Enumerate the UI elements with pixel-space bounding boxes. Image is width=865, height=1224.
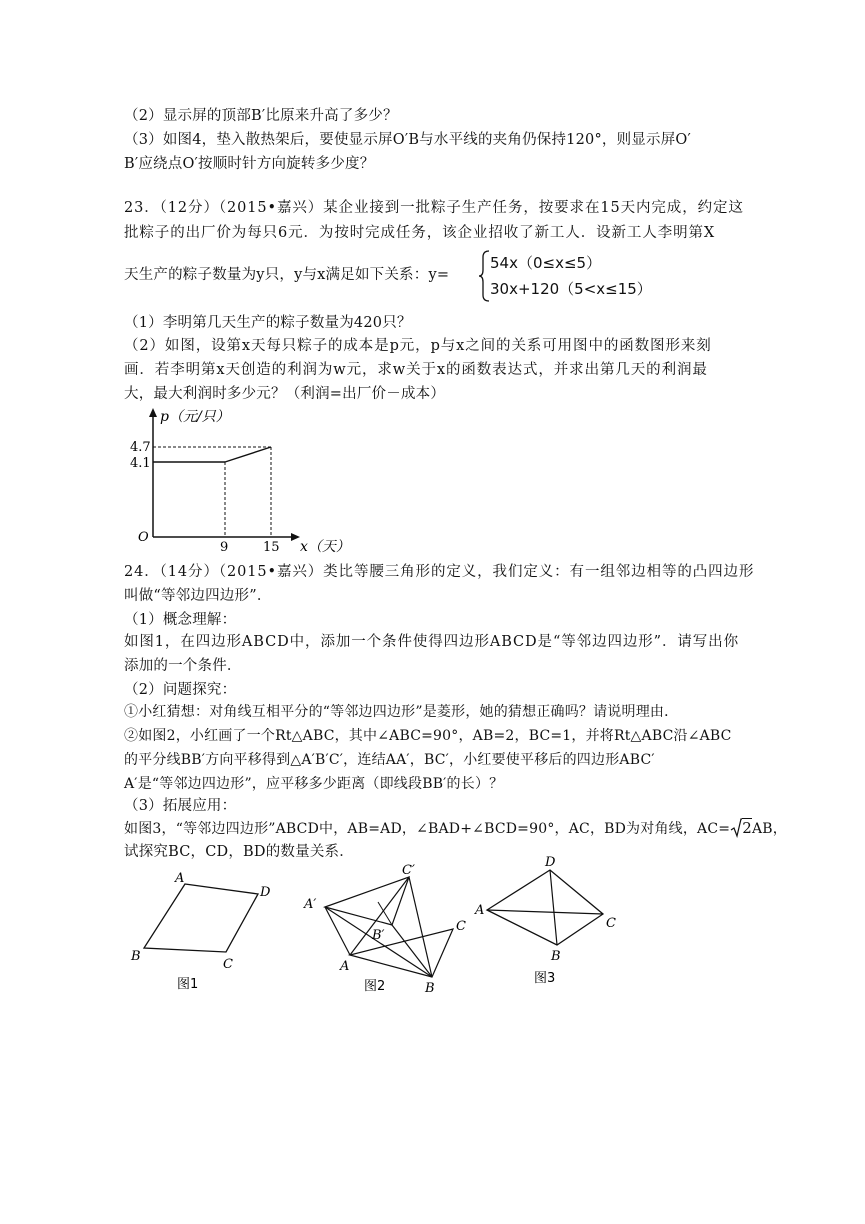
y-tick-41: 4.1 (130, 456, 151, 471)
fig1-label-D: D (260, 885, 271, 900)
y-tick-47: 4.7 (130, 440, 151, 455)
fig2-triangle (350, 929, 453, 977)
fig3-label-C: C (606, 916, 616, 931)
figure-1 (130, 871, 271, 992)
q23-line3: 天生产的粽子数量为y只，y与x满足如下关系：y= (124, 267, 450, 283)
q24-line2: 叫做“等邻边四边形”． (124, 588, 272, 604)
piecewise-case-1: 54x（0≤x≤5） (490, 254, 602, 272)
q24-line8: A′是“等邻边四边形”，应平移多少距离（即线段BB′的长）？ (124, 776, 504, 792)
q23-sub2-line3: 大，最大利润时多少元？（利润=出厂价－成本） (124, 386, 446, 402)
x-axis-arrow (291, 533, 300, 541)
fig2-seg-AA (325, 907, 350, 955)
fig1-label-C: C (223, 957, 233, 972)
cost-function-graph (128, 405, 358, 555)
q23-line1: 23．（12分）（2015•嘉兴）某企业接到一批粽子生产任务，按要求在15天内完成，约定这 (124, 200, 744, 216)
fig3-diagonal-AC (487, 910, 603, 914)
q24-line9-start: 如图3，“等邻边四边形”ABCD中，AB=AD，∠BAD+∠BCD=90°，AC，BD为对角线，AC= (124, 821, 731, 837)
x-tick-15: 15 (263, 540, 280, 555)
q22-part2: （2）显示屏的顶部B′比原来升高了多少？ (124, 108, 398, 124)
fig2-label-B: B (425, 981, 435, 996)
q24-line3: 如图1，在四边形ABCD中，添加一个条件使得四边形ABCD是“等邻边四边形”．请写出你 (124, 634, 739, 650)
q24-line4: 添加的一个条件． (124, 658, 242, 674)
figures-row (120, 852, 640, 1002)
q24-heading2: （2）问题探究： (124, 682, 237, 698)
x-tick-9: 9 (220, 540, 229, 555)
fig2-triangle-prime (325, 877, 409, 925)
x-axis-label: x（天） (300, 539, 350, 555)
fig3-label-A: A (475, 903, 485, 918)
q24-line1: 24．（14分）（2015•嘉兴）类比等腰三角形的定义，我们定义：有一组邻边相等的凸四边形 (124, 564, 755, 580)
fig3-caption: 图3 (534, 971, 556, 986)
sqrt-symbol (730, 818, 752, 839)
origin-label: O (138, 530, 149, 545)
fig2-label-B-prime: B′ (372, 928, 385, 943)
figure-2 (303, 863, 466, 996)
solid-segment-rising (225, 447, 271, 462)
fig1-label-A: A (175, 871, 185, 886)
q24-line6: ②如图2，小红画了一个Rt△ABC，其中∠ABC=90°，AB=2，BC=1，并将Rt△ABC沿∠ABC (124, 728, 732, 744)
piecewise-case-2: 30x+120（5<x≤15） (490, 280, 652, 298)
q23-sub2-line2: 画．若李明第x天创造的利润为w元，求w关于x的函数表达式，并求出第几天的利润最 (124, 362, 708, 378)
fig2-label-C-prime: C′ (402, 863, 415, 878)
y-axis-arrow (149, 408, 157, 417)
fig1-label-B: B (131, 949, 141, 964)
q24-line10: 试探究BC，CD，BD的数量关系． (124, 844, 354, 860)
sqrt-radicand: 2 (742, 819, 752, 837)
q23-sub2-line1: （2）如图，设第x天每只粽子的成本是p元，p与x之间的关系可用图中的函数图形来刻 (124, 338, 712, 354)
q23-line2: 批粽子的出厂价为每只6元．为按时完成任务，该企业招收了新工人．设新工人李明第X (124, 225, 716, 241)
piecewise-brace (478, 250, 490, 302)
fig2-label-A-prime: A′ (304, 897, 317, 912)
figure-3 (474, 855, 616, 986)
fig1-caption: 图1 (177, 977, 199, 992)
q24-heading1: （1）概念理解： (124, 612, 237, 628)
fig3-label-B: B (551, 949, 561, 964)
fig3-diagonal-BD (550, 870, 557, 945)
fig2-label-C: C (456, 919, 466, 934)
q22-part3-line2: B′应绕点O′按顺时针方向旋转多少度？ (124, 156, 375, 172)
q24-line7: 的平分线BB′方向平移得到△A′B′C′，连结AA′，BC′，小红要使平移后的四边形ABC′ (124, 752, 655, 768)
fig2-label-A: A (340, 959, 350, 974)
q22-part3-line1: （3）如图4，垫入散热架后，要使显示屏O′B与水平线的夹角仍保持120°，则显示屏O′ (124, 132, 691, 148)
q24-line5: ①小红猜想：对角线互相平分的“等邻边四边形”是菱形，她的猜想正确吗？请说明理由． (124, 704, 679, 720)
fig3-quadrilateral (487, 870, 603, 945)
y-axis-label: p（元/只） (160, 409, 230, 425)
q24-line9-end: AB， (751, 821, 787, 837)
q24-heading3: （3）拓展应用： (124, 798, 237, 814)
q24-line9 (124, 818, 787, 839)
fig2-caption: 图2 (364, 979, 386, 994)
q23-sub1: （1）李明第几天生产的粽子数量为420只？ (124, 315, 412, 331)
fig1-quadrilateral (144, 884, 258, 952)
fig3-label-D: D (545, 855, 556, 870)
